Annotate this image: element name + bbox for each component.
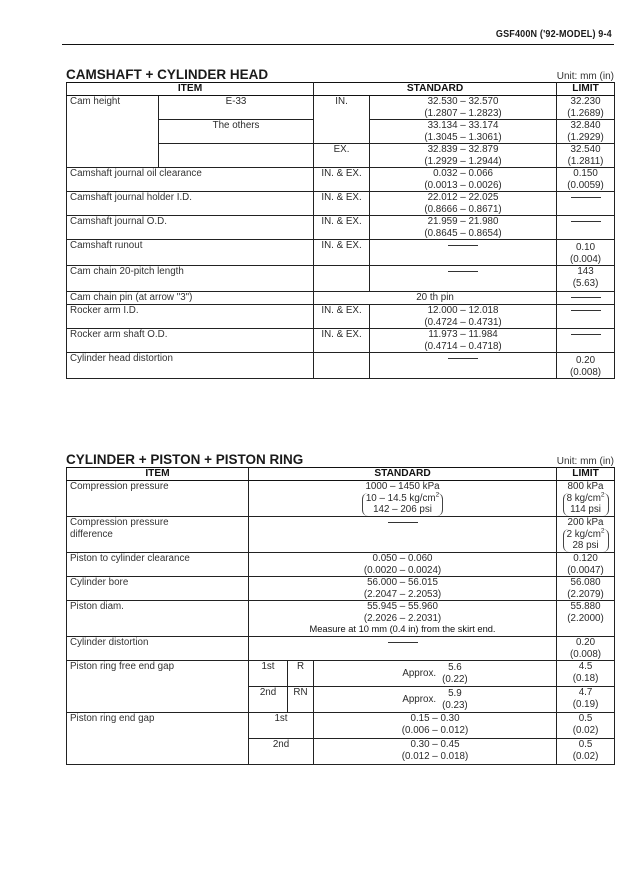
blank-cell	[314, 266, 370, 292]
ring-label: 1st	[249, 713, 314, 739]
ex-std-mm: 32.839 – 32.879	[427, 144, 499, 155]
blank-cell	[314, 353, 370, 379]
standard-value	[314, 739, 557, 765]
table-header-row	[67, 83, 615, 96]
dash	[571, 197, 601, 198]
lim-mm: 4.7	[578, 687, 593, 698]
limit-value	[557, 553, 615, 577]
cylinder-section-header	[66, 449, 614, 467]
table-row	[67, 168, 615, 192]
lim-in: (0.18)	[572, 672, 599, 684]
camshaft-section	[66, 64, 614, 379]
item-label: Cylinder distortion	[67, 637, 249, 661]
std-mm: 22.012 – 22.025	[427, 192, 499, 203]
item-label: Piston to cylinder clearance	[67, 553, 249, 577]
e33-lim-in: (1.2689)	[567, 107, 604, 119]
standard-value	[370, 329, 557, 353]
limit-value	[557, 661, 615, 687]
item-line2: difference	[70, 528, 113, 540]
table-row	[67, 601, 615, 637]
table-row	[67, 661, 615, 687]
std-mm: 0.050 – 0.060	[372, 553, 433, 564]
others-label: The others	[159, 120, 314, 144]
standard-value	[249, 637, 557, 661]
standard-value: 20 th pin	[314, 292, 557, 305]
cam-height-in-label: IN.	[314, 96, 370, 144]
cylinder-section-title: CYLINDER + PISTON + PISTON RING	[66, 452, 304, 467]
lim-mm: 56.080	[570, 577, 601, 588]
standard-value	[370, 240, 557, 266]
table-row	[67, 481, 615, 517]
sub-label: IN. & EX.	[314, 240, 370, 266]
blank-cell	[159, 144, 314, 168]
lim-mm: 0.5	[578, 739, 593, 750]
val-mm: 5.6	[448, 662, 462, 673]
camshaft-unit: Unit: mm (in)	[556, 71, 614, 82]
dash	[571, 297, 601, 298]
item-line1: Compression pressure	[70, 517, 169, 528]
table-row	[67, 192, 615, 216]
std-in: (0.012 – 0.018)	[401, 750, 469, 762]
lim-paren	[563, 529, 609, 552]
lim-mm: 55.880	[570, 601, 601, 612]
camshaft-spec-table	[66, 82, 615, 379]
lim-mm: 0.150	[573, 168, 598, 179]
std-in: (0.0020 – 0.0024)	[363, 564, 442, 576]
item-label: Cam chain 20-pitch length	[67, 266, 314, 292]
limit-value	[557, 192, 615, 216]
dash	[388, 642, 418, 643]
std-mm: 56.000 – 56.015	[367, 577, 438, 588]
camshaft-section-header	[66, 64, 614, 82]
std-mm: 11.973 – 11.984	[428, 329, 498, 340]
table-row	[67, 329, 615, 353]
std-kg: 10 – 14.5 kg/cm	[365, 492, 436, 504]
std-in: (0.4714 – 0.4718)	[424, 340, 502, 352]
limit-value	[557, 240, 615, 266]
lim-in: (2.2000)	[567, 612, 604, 624]
ex-limit	[557, 144, 615, 168]
std-in: (2.2026 – 2.2031)	[363, 612, 442, 624]
ex-standard	[370, 144, 557, 168]
ex-lim-mm: 32.540	[570, 144, 601, 155]
standard-column-header: STANDARD	[249, 468, 557, 481]
std-in: (0.4724 – 0.4731)	[424, 316, 502, 328]
lim-mm: 0.20	[575, 637, 596, 648]
table-row	[67, 517, 615, 553]
others-std-mm: 33.134 – 33.174	[427, 120, 499, 131]
others-std-in: (1.3045 – 1.3061)	[424, 131, 502, 143]
compression-standard	[249, 481, 557, 517]
lim-kg: 8 kg/cm	[566, 492, 601, 504]
limit-value	[557, 739, 615, 765]
item-label: Piston diam.	[67, 601, 249, 637]
standard-value	[370, 353, 557, 379]
standard-value	[314, 687, 557, 713]
limit-value	[557, 601, 615, 637]
item-label: Rocker arm I.D.	[67, 305, 314, 329]
val-mm: 5.9	[448, 688, 462, 699]
std-note: Measure at 10 mm (0.4 in) from the skirt end.	[309, 624, 496, 634]
lim-in: (0.02)	[572, 724, 599, 736]
table-row	[67, 637, 615, 661]
item-column-header: ITEM	[67, 468, 249, 481]
lim-in: (0.19)	[572, 698, 599, 710]
std-in: (0.006 – 0.012)	[401, 724, 469, 736]
compression-limit	[557, 481, 615, 517]
e33-std-in: (1.2807 – 1.2823)	[424, 107, 502, 119]
std-in: (0.8666 – 0.8671)	[424, 203, 502, 215]
std-mm: 0.032 – 0.066	[433, 168, 493, 179]
lim-kpa: 800 kPa	[567, 481, 604, 492]
e33-standard	[370, 96, 557, 120]
sub-label: IN. & EX.	[314, 305, 370, 329]
standard-value	[249, 577, 557, 601]
page-header	[62, 24, 614, 45]
item-label	[67, 517, 249, 553]
limit-column-header: LIMIT	[557, 468, 615, 481]
table-header-row	[67, 468, 615, 481]
val-in: (0.23)	[442, 699, 468, 711]
ring-label: 2nd	[249, 739, 314, 765]
dash	[448, 358, 478, 359]
item-label: Rocker arm shaft O.D.	[67, 329, 314, 353]
standard-value	[314, 713, 557, 739]
standard-column-header: STANDARD	[314, 83, 557, 96]
dash	[448, 245, 478, 246]
page-header-title: GSF400N ('92-MODEL) 9-4	[495, 28, 612, 40]
standard-value	[370, 266, 557, 292]
cylinder-unit: Unit: mm (in)	[556, 456, 614, 467]
std-mm: 12.000 – 12.018	[427, 305, 499, 316]
cam-height-label: Cam height	[67, 96, 159, 168]
limit-value	[557, 168, 615, 192]
item-label: Camshaft journal oil clearance	[67, 168, 314, 192]
table-row	[67, 240, 615, 266]
lim-in: (0.0059)	[567, 179, 604, 191]
others-limit	[557, 120, 615, 144]
std-psi: 142 – 206 psi	[373, 504, 432, 515]
lim-in: (0.02)	[572, 750, 599, 762]
lim-psi: 114 psi	[570, 504, 601, 515]
limit-value	[557, 305, 615, 329]
ex-std-in: (1.2929 – 1.2944)	[424, 155, 502, 167]
table-row	[67, 266, 615, 292]
ring-label: 1st	[249, 661, 288, 687]
item-label: Cam chain pin (at arrow "3")	[67, 292, 314, 305]
approx-values	[442, 662, 468, 685]
sub-label: IN. & EX.	[314, 192, 370, 216]
others-lim-in: (1.2929)	[567, 131, 604, 143]
sub-label: IN. & EX.	[314, 216, 370, 240]
lim-paren	[563, 493, 609, 516]
std-in: (2.2047 – 2.2053)	[363, 588, 442, 600]
item-label: Compression pressure	[67, 481, 249, 517]
e33-label: E-33	[159, 96, 314, 120]
lim-in: (5.63)	[572, 277, 599, 289]
limit-value	[557, 329, 615, 353]
limit-value	[557, 216, 615, 240]
std-in: (0.8645 – 0.8654)	[424, 227, 502, 239]
std-mm: 21.959 – 21.980	[427, 216, 499, 227]
std-in: (0.0013 – 0.0026)	[424, 179, 502, 191]
item-label: Camshaft journal holder I.D.	[67, 192, 314, 216]
standard-value	[249, 553, 557, 577]
table-row	[67, 305, 615, 329]
lim-kpa: 200 kPa	[567, 517, 604, 528]
standard-value	[370, 168, 557, 192]
lim-mm: 0.5	[578, 713, 593, 724]
lim-kg-sup: 2	[600, 491, 605, 499]
lim-mm: 0.120	[573, 553, 598, 564]
approx-label: Approx.	[402, 668, 437, 680]
cylinder-section	[66, 449, 614, 765]
lim-psi: 28 psi	[572, 540, 599, 551]
std-mm: 55.945 – 55.960	[367, 601, 438, 612]
table-row	[67, 292, 615, 305]
others-standard	[370, 120, 557, 144]
item-label: Piston ring end gap	[67, 713, 249, 765]
limit-value	[557, 292, 615, 305]
item-label: Cylinder bore	[67, 577, 249, 601]
lim-mm: 143	[577, 266, 594, 277]
dash	[571, 334, 601, 335]
ex-lim-in: (1.2811)	[567, 155, 604, 167]
val-in: (0.22)	[442, 673, 468, 685]
standard-value	[314, 661, 557, 687]
standard-value	[370, 216, 557, 240]
standard-value	[370, 305, 557, 329]
table-row	[67, 216, 615, 240]
item-column-header: ITEM	[67, 83, 314, 96]
lim-in: (0.008)	[570, 648, 602, 660]
lim-mm: 0.20	[575, 355, 596, 366]
ring-code: R	[288, 661, 314, 687]
lim-in: (2.2079)	[567, 588, 604, 600]
std-paren	[362, 493, 443, 516]
table-row	[67, 713, 615, 739]
standard-value	[249, 517, 557, 553]
dash	[448, 271, 478, 272]
limit-value	[557, 713, 615, 739]
table-row	[67, 353, 615, 379]
limit-value	[557, 353, 615, 379]
item-label: Piston ring free end gap	[67, 661, 249, 713]
dash	[571, 310, 601, 311]
std-kg-sup: 2	[435, 491, 440, 499]
ring-label: 2nd	[249, 687, 288, 713]
item-label: Cylinder head distortion	[67, 353, 314, 379]
standard-value	[370, 192, 557, 216]
lim-kg: 2 kg/cm	[566, 528, 601, 540]
std-mm: 0.30 – 0.45	[410, 739, 460, 750]
limit-value	[557, 687, 615, 713]
sub-label: IN. & EX.	[314, 168, 370, 192]
limit-value	[557, 266, 615, 292]
lim-kg-sup: 2	[600, 527, 605, 535]
item-label: Camshaft journal O.D.	[67, 216, 314, 240]
lim-mm: 4.5	[578, 661, 593, 672]
e33-limit	[557, 96, 615, 120]
e33-lim-mm: 32.230	[570, 96, 601, 107]
dash	[388, 522, 418, 523]
table-row	[67, 577, 615, 601]
approx-values	[442, 688, 468, 711]
cylinder-spec-table	[66, 467, 615, 765]
compression-diff-limit	[557, 517, 615, 553]
standard-value	[249, 601, 557, 637]
item-label: Camshaft runout	[67, 240, 314, 266]
std-kpa: 1000 – 1450 kPa	[365, 481, 440, 492]
limit-column-header: LIMIT	[557, 83, 615, 96]
limit-value	[557, 637, 615, 661]
table-row	[67, 553, 615, 577]
std-mm: 0.15 – 0.30	[410, 713, 460, 724]
camshaft-section-title: CAMSHAFT + CYLINDER HEAD	[66, 67, 269, 82]
e33-std-mm: 32.530 – 32.570	[427, 96, 499, 107]
lim-in: (0.004)	[570, 253, 602, 265]
cam-height-ex-label: EX.	[314, 144, 370, 168]
table-row	[67, 96, 615, 120]
lim-in: (0.008)	[570, 366, 602, 378]
ring-code: RN	[288, 687, 314, 713]
dash	[571, 221, 601, 222]
lim-in: (0.0047)	[567, 564, 604, 576]
lim-mm: 0.10	[575, 242, 596, 253]
sub-label: IN. & EX.	[314, 329, 370, 353]
approx-label: Approx.	[402, 694, 437, 706]
limit-value	[557, 577, 615, 601]
others-lim-mm: 32.840	[570, 120, 601, 131]
